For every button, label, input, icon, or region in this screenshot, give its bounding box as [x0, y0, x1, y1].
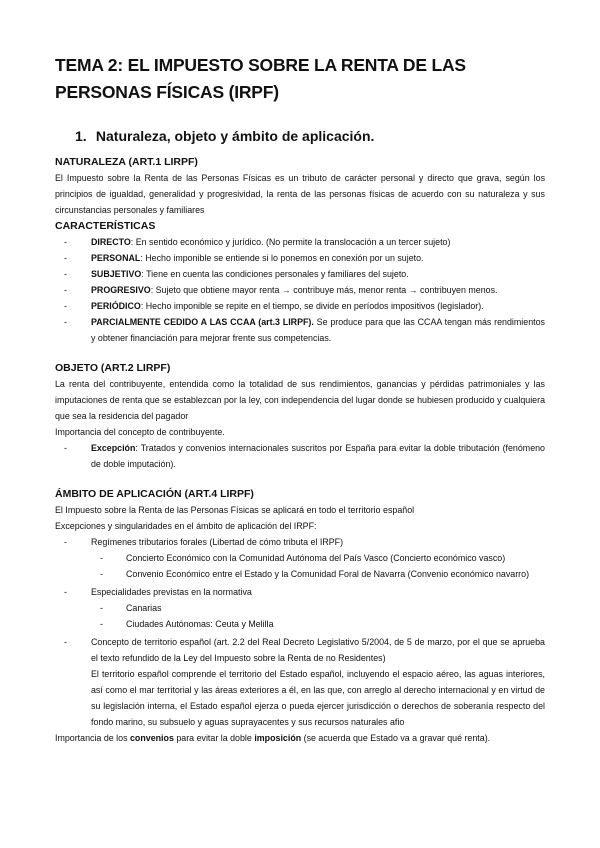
objeto-importancia: Importancia del concepto de contribuyente.	[55, 427, 225, 437]
section-heading	[75, 126, 545, 146]
ambito-line2: Excepciones y singularidades en el ámbito de aplicación del IRPF:	[55, 521, 317, 531]
list-item: - PARCIALMENTE CEDIDO A LAS CCAA (art.3 LIRPF). Se produce para que las CCAA tengan más rendimientos y obtener financiación para mejorar frente sus competencias.	[64, 317, 545, 343]
naturaleza-heading: NATURALEZA (ART.1 LIRPF)	[55, 156, 198, 168]
objeto-list	[55, 440, 545, 472]
objeto-heading: OBJETO (ART.2 LIRPF)	[55, 362, 171, 374]
list-item: - PERSONAL: Hecho imponible se entiende si lo ponemos en conexión por un sujeto.	[64, 253, 424, 263]
document-page	[55, 52, 545, 746]
section-number: 1.	[75, 128, 87, 144]
list-item: - Canarias	[100, 603, 162, 613]
list-item: - Convenio Económico entre el Estado y la Comunidad Foral de Navarra (Convenio económico navarro)	[100, 569, 530, 579]
list-item: - Regímenes tributarios forales (Libertad de cómo tributa el IRPF)	[64, 537, 344, 547]
caracteristicas-heading: CARACTERÍSTICAS	[55, 220, 156, 232]
list-item: - PERIÓDICO: Hecho imponible se repite en el tiempo, se divide en períodos impositivos (legislador).	[64, 301, 484, 311]
naturaleza-text: El Impuesto sobre la Renta de las Personas Físicas es un tributo de carácter personal y directo que grava, según los principios de igualdad, generalidad y progresividad, la renta de las personas físicas de acuerdo con su naturaleza y sus circunstancias personales y familiares	[55, 173, 545, 215]
objeto-text: La renta del contribuyente, entendida como la totalidad de sus rendimientos, ganancias y pérdidas patrimoniales y las imputaciones de renta que se establezcan por la ley, con independencia del lugar donde se hubiesen producido y cualquiera que sea la residencia del pagador	[55, 379, 545, 421]
document-title: TEMA 2: EL IMPUESTO SOBRE LA RENTA DE LAS PERSONAS FÍSICAS (IRPF)	[55, 55, 466, 102]
section-label: Naturaleza, objeto y ámbito de aplicación.	[95, 128, 375, 144]
list-item: - Excepción: Tratados y convenios internacionales suscritos por España para evitar la doble tributación (fenómeno de doble imputación).	[64, 443, 545, 469]
list-item: - Concierto Económico con la Comunidad Autónoma del País Vasco (Concierto económico vasco)	[100, 553, 506, 563]
ambito-line1: El Impuesto sobre la Renta de las Personas Físicas se aplicará en todo el territorio español	[55, 505, 415, 515]
caracteristicas-list	[55, 234, 545, 346]
list-item: - Concepto de territorio español (art. 2.2 del Real Decreto Legislativo 5/2004, de 5 de marzo, por el que se aprueba el texto refundido de la Ley del Impuesto sobre la Renta de no Residentes)	[64, 637, 545, 663]
ambito-list	[55, 534, 545, 730]
list-item: - DIRECTO: En sentido económico y jurídico. (No permite la translocación a un tercer sujeto)	[64, 237, 451, 247]
list-item: - SUBJETIVO: Tiene en cuenta las condiciones personales y familiares del sujeto.	[64, 269, 409, 279]
ambito-heading: ÁMBITO DE APLICACIÓN (ART.4 LIRPF)	[55, 488, 254, 500]
final-note: Importancia de los convenios para evitar la doble imposición (se acuerda que Estado va a gravar qué renta).	[55, 733, 491, 743]
list-item: - Ciudades Autónomas: Ceuta y Melilla	[100, 619, 274, 629]
list-item: - PROGRESIVO: Sujeto que obtiene mayor renta → contribuye más, menor renta → contribuyen menos.	[64, 285, 498, 295]
list-item: - Especialidades previstas en la normativa	[64, 587, 252, 597]
territorio-definition: El territorio español comprende el territorio del Estado español, incluyendo el espacio aéreo, las aguas interiores, así como el mar territorial y las áreas exteriores a él, en las que, con arreglo al derecho internacional y en virtud de su legislación interna, el Estado español ejerza o pueda ejercer jurisdicción o derechos de soberanía respecto del fondo marino, su subsuelo y aguas suprayacentes y sus recursos naturales afio	[91, 669, 545, 727]
